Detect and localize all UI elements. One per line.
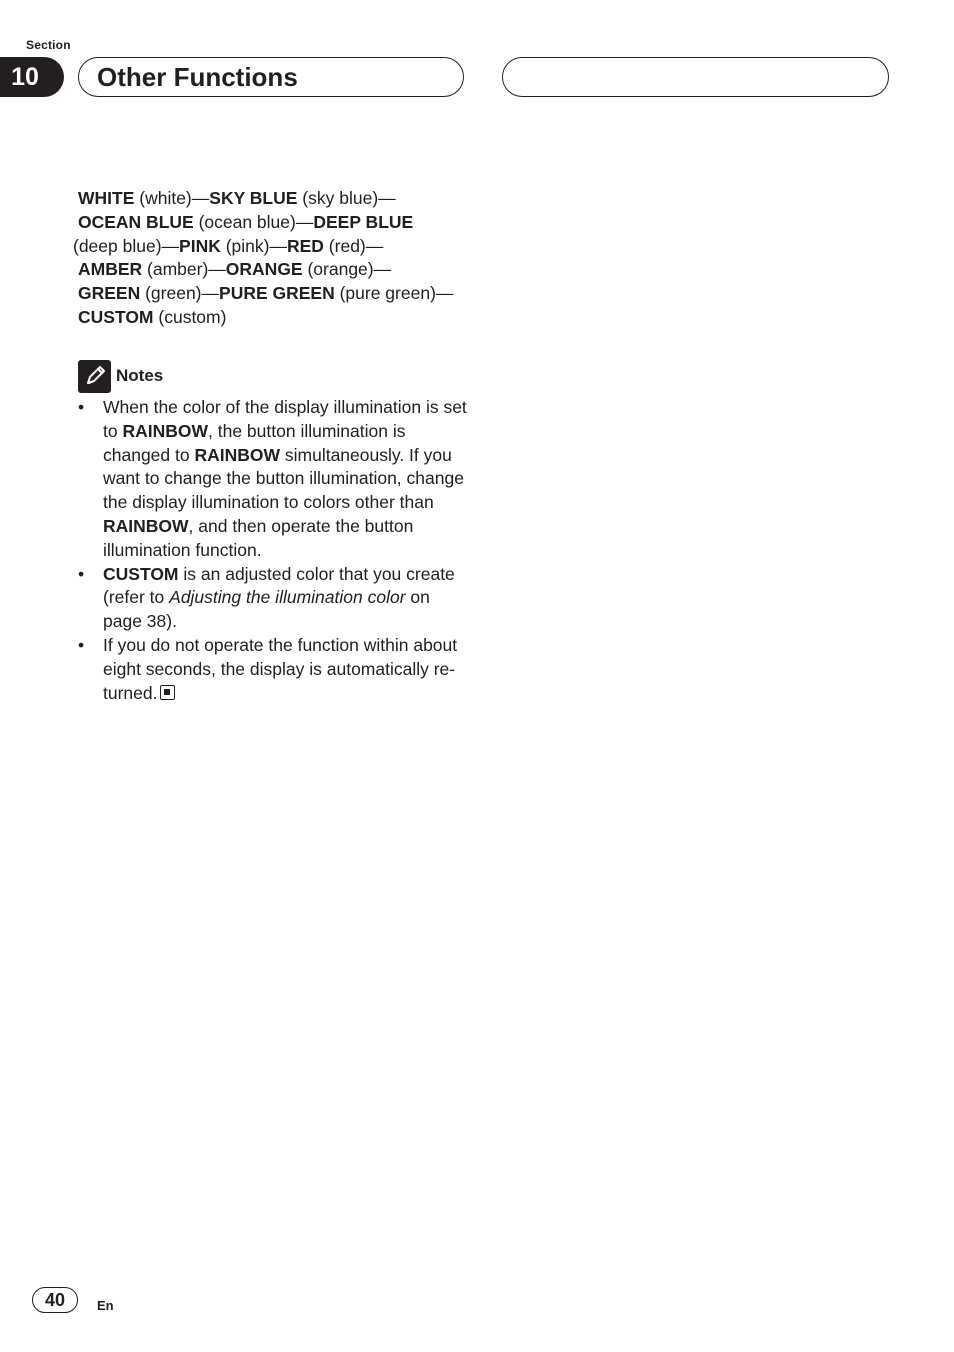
color-separator: — <box>201 283 220 304</box>
color-desc: (red) <box>323 235 366 256</box>
end-mark-icon <box>160 685 175 700</box>
note-text: is an adjusted color that you create (refer to <box>103 563 455 608</box>
note-bold: CUSTOM <box>103 563 179 584</box>
page-number: 40 <box>32 1287 78 1313</box>
color-name: DEEP BLUE <box>313 211 414 232</box>
color-name: GREEN <box>78 283 141 304</box>
list-item <box>78 563 470 634</box>
color-desc: (ocean blue) <box>193 211 296 232</box>
color-desc: (amber) <box>142 259 209 280</box>
color-desc: (white) <box>134 188 192 208</box>
pencil-icon <box>78 360 111 393</box>
color-desc: (custom) <box>153 306 227 327</box>
color-separator: — <box>378 188 396 208</box>
note-bold: RAINBOW <box>194 444 281 465</box>
note-text: , and then operate the button illumination function. <box>103 515 414 560</box>
bullet: • <box>78 563 85 584</box>
color-separator: — <box>269 235 287 256</box>
color-desc: (pink) <box>220 235 270 256</box>
note-bold: RAINBOW <box>122 420 209 441</box>
color-separator: — <box>365 235 384 256</box>
list-item <box>78 634 470 705</box>
color-desc: (sky blue) <box>297 188 379 208</box>
color-separator: — <box>435 283 454 304</box>
color-name: OCEAN BLUE <box>78 211 194 232</box>
bullet: • <box>78 397 85 417</box>
right-header-box <box>502 57 889 97</box>
note-text: simultaneously. If you want to change the button illumination, change the display illumination to colors other than <box>103 444 464 513</box>
color-desc: (deep blue) <box>73 235 162 256</box>
page-title: Other Functions <box>78 57 464 97</box>
note-text: If you do not operate the function within about eight seconds, the display is automatically re-turned. <box>103 634 458 703</box>
note-text: on page 38). <box>103 587 430 632</box>
color-separator: — <box>295 211 314 232</box>
color-name: RED <box>286 235 324 256</box>
language-code: En <box>97 1298 114 1313</box>
note-bold: RAINBOW <box>103 515 189 536</box>
color-name: AMBER <box>78 259 143 280</box>
color-name: WHITE <box>78 188 135 208</box>
color-desc: (orange) <box>302 259 374 280</box>
color-name: SKY BLUE <box>209 188 298 208</box>
color-separator: — <box>161 235 180 256</box>
color-separator: — <box>373 259 392 280</box>
color-separator: — <box>191 188 210 208</box>
color-name: ORANGE <box>225 259 303 280</box>
color-name: PINK <box>179 235 221 256</box>
color-separator: — <box>208 259 226 280</box>
note-text: , the button illumination is changed to <box>103 420 406 465</box>
section-label: Section <box>26 38 71 52</box>
bullet: • <box>78 634 85 655</box>
color-name: CUSTOM <box>78 306 154 327</box>
list-item <box>78 396 470 563</box>
notes-label: Notes <box>116 366 164 385</box>
color-name: PURE GREEN <box>219 283 335 304</box>
section-number-tab: 10 <box>0 57 64 97</box>
notes-list <box>78 396 470 705</box>
notes-heading <box>78 359 163 393</box>
color-desc: (pure green) <box>334 283 436 304</box>
note-italic-reference: Adjusting the illumination color <box>169 587 406 608</box>
color-sequence <box>73 187 470 330</box>
color-desc: (green) <box>140 283 202 304</box>
note-text: When the color of the display illumination is set to <box>103 397 467 441</box>
